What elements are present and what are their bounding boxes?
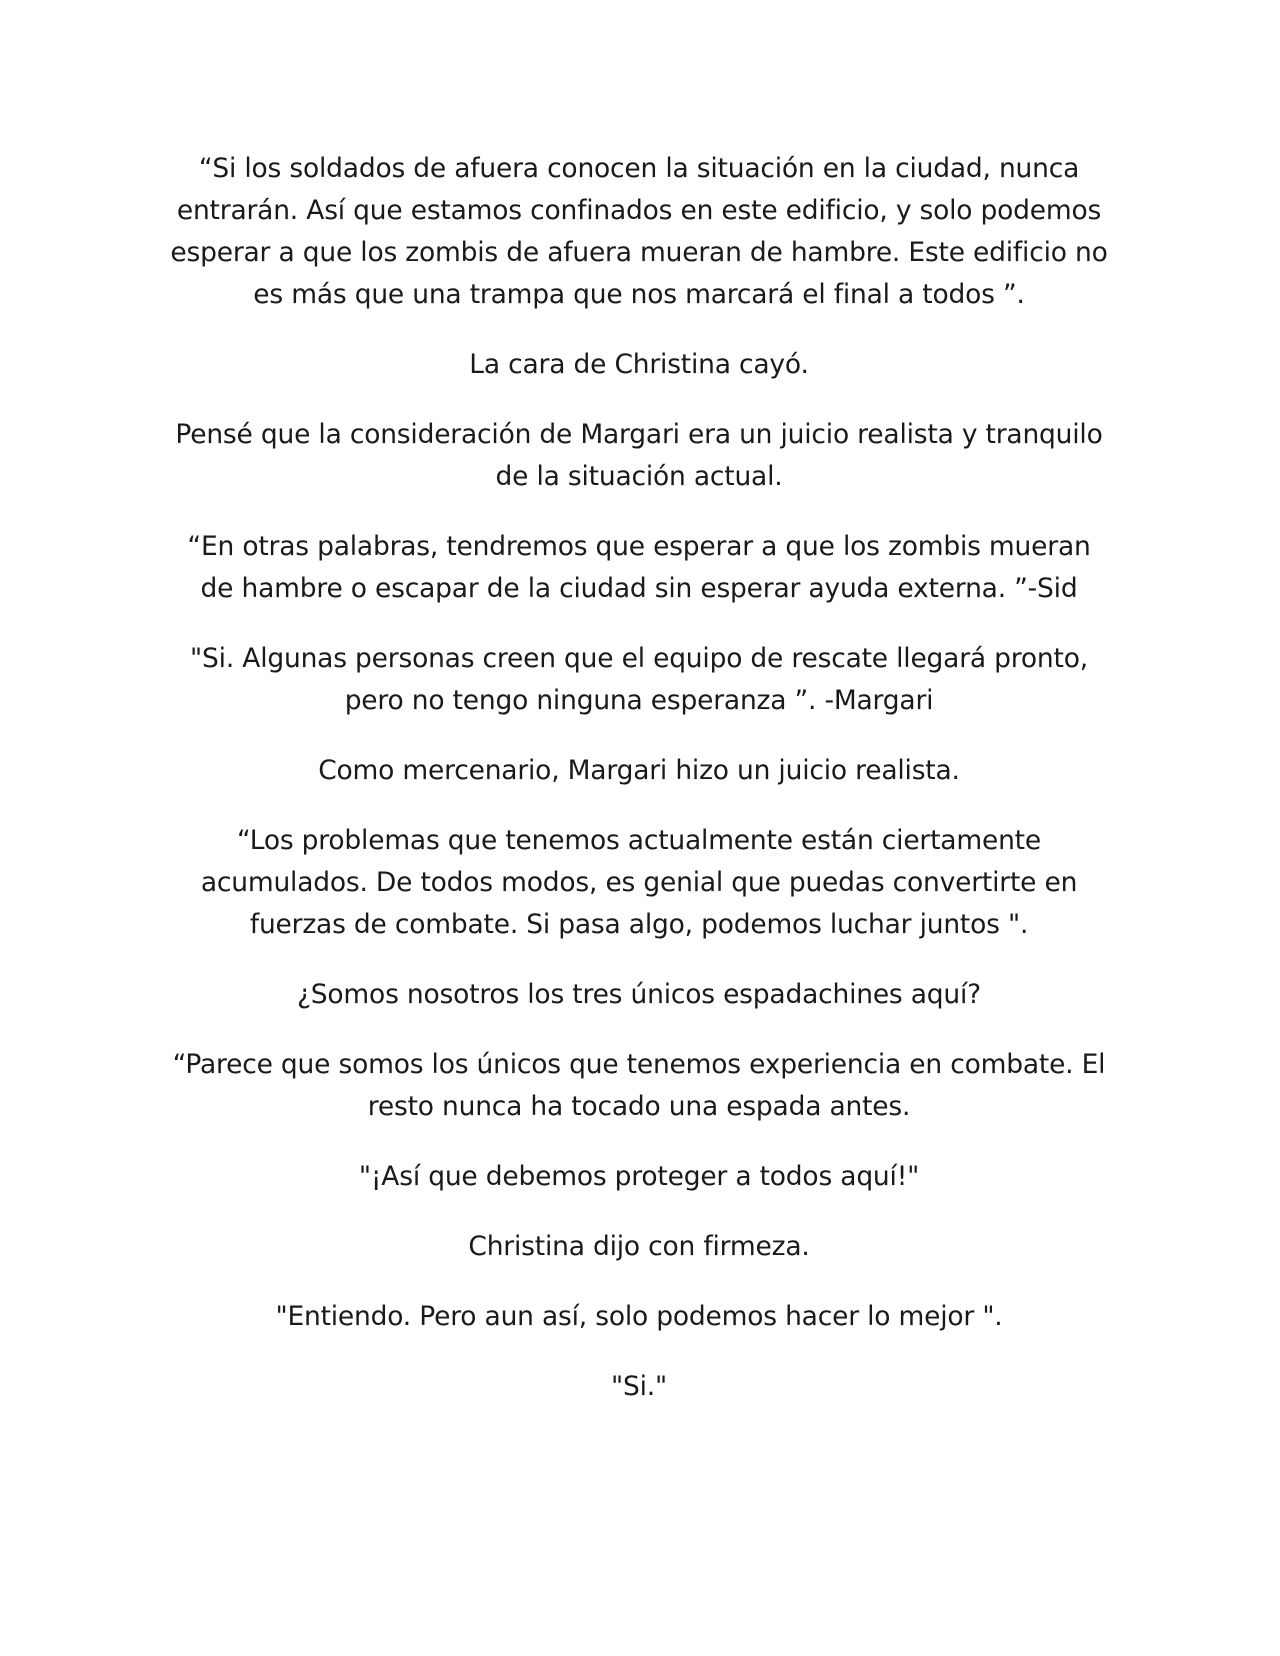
paragraph: "¡Así que debemos proteger a todos aquí!"	[358, 1161, 920, 1192]
paragraph: “Parece que somos los únicos que tenemos experiencia en combate. El resto nunca ha tocado una espada antes.	[172, 1049, 1106, 1122]
paragraph: "Si."	[611, 1371, 667, 1402]
paragraph: Pensé que la consideración de Margari era un juicio realista y tranquilo de la situación actual.	[175, 419, 1103, 492]
paragraph: "Entiendo. Pero aun así, solo podemos hacer lo mejor ".	[275, 1301, 1003, 1332]
paragraph: “En otras palabras, tendremos que esperar a que los zombis mueran de hambre o escapar de la ciudad sin esperar ayuda externa. ”-Sid	[187, 531, 1091, 604]
story-text	[170, 148, 1108, 1436]
paragraph: “Si los soldados de afuera conocen la situación en la ciudad, nunca entrarán. Así que estamos confinados en este edificio, y solo podemos esperar a que los zombis de afuera mueran de hambre. Este edificio no es más que una trampa que nos marcará el final a todos ”.	[170, 153, 1108, 310]
paragraph: “Los problemas que tenemos actualmente están ciertamente acumulados. De todos modos, es genial que puedas convertirte en fuerzas de combate. Si pasa algo, podemos luchar juntos ".	[200, 825, 1078, 940]
paragraph: La cara de Christina cayó.	[469, 349, 809, 380]
paragraph: ¿Somos nosotros los tres únicos espadachines aquí?	[296, 979, 982, 1010]
paragraph: Como mercenario, Margari hizo un juicio realista.	[318, 755, 960, 786]
paragraph: Christina dijo con firmeza.	[468, 1231, 810, 1262]
paragraph: "Si. Algunas personas creen que el equipo de rescate llegará pronto, pero no tengo ninguna esperanza ”. -Margari	[190, 643, 1088, 716]
